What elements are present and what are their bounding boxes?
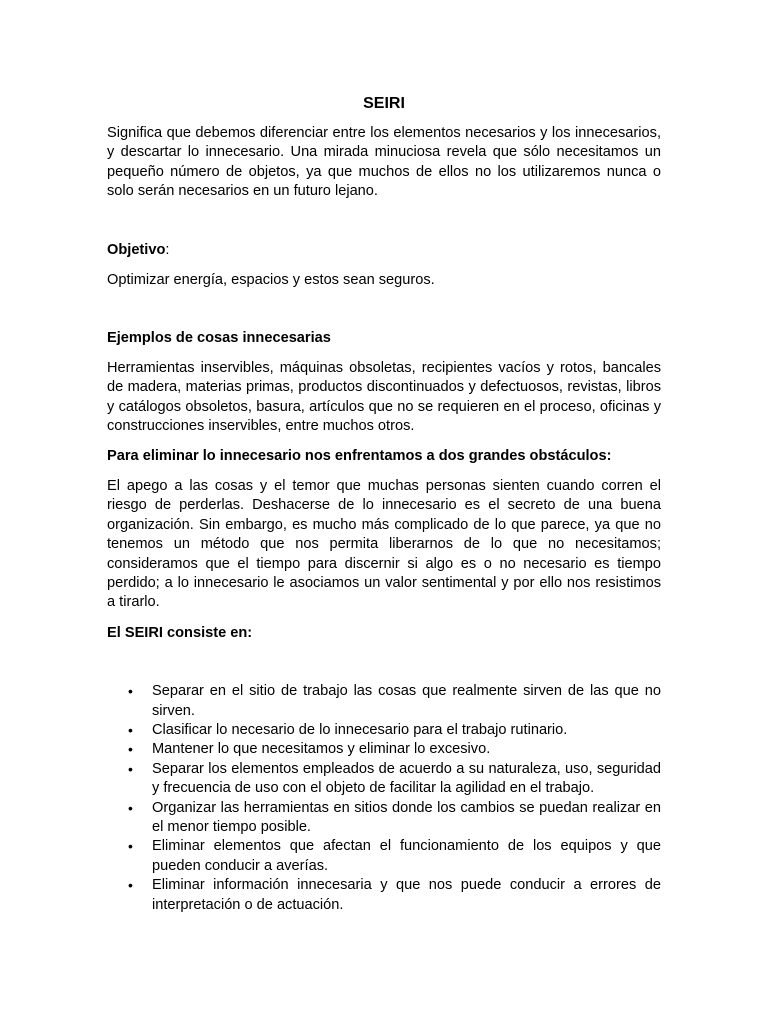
obstacles-paragraph: El apego a las cosas y el temor que muchas personas sienten cuando corren el riesgo de perderlas. Deshacerse de lo innecesario es el secreto de una buena organización. Sin embargo, es mucho más complicado de lo que parece, ya que no tenemos un método que nos permita liberarnos de lo que no necesitamos; consideramos que el tiempo para discernir si algo es o no necesario es tiempo perdido; a lo innecesario le asociamos un valor sentimental y por ello nos resistimos a tirarlo. [107, 477, 661, 611]
spacer [107, 436, 661, 447]
document-title: SEIRI [363, 95, 405, 112]
list-item [107, 837, 661, 876]
bullet-icon: • [128, 760, 133, 777]
spacer [107, 349, 661, 359]
list-item-text: Clasificar lo necesario de lo innecesario para el trabajo rutinario. [152, 721, 568, 738]
bullet-icon: • [128, 799, 133, 816]
list-item-text: Separar en el sitio de trabajo las cosas que realmente sirven de las que no sirven. [152, 683, 661, 719]
list-item [107, 799, 661, 838]
objective-heading-colon: : [165, 241, 170, 258]
obstacles-heading: Para eliminar lo innecesario nos enfrentamos a dos grandes obstáculos: [107, 448, 612, 465]
bullet-icon: • [128, 721, 133, 738]
objective-heading [107, 241, 661, 260]
list-item-text: Mantener lo que necesitamos y eliminar lo excesivo. [152, 741, 491, 758]
examples-heading: Ejemplos de cosas innecesarias [107, 330, 331, 347]
bullet-icon: • [128, 838, 133, 855]
examples-paragraph: Herramientas inservibles, máquinas obsoletas, recipientes vacíos y rotos, bancales de madera, materias primas, productos discontinuados y defectuosos, revistas, libros y catálogos obsoletos, basura, artículos que no se requieren en el proceso, oficinas y construcciones inservibles, entre muchos otros. [107, 359, 661, 435]
spacer [107, 290, 661, 329]
list-item [107, 682, 661, 721]
list-item [107, 876, 661, 915]
bullet-icon: • [128, 877, 133, 894]
list-item [107, 740, 661, 759]
spacer [107, 260, 661, 271]
spacer [107, 613, 661, 624]
consists-heading: El SEIRI consiste en: [107, 624, 253, 641]
list-item-text: Eliminar información innecesaria y que nos puede conducir a errores de interpretación o de actuación. [152, 877, 661, 913]
bullet-icon: • [128, 683, 133, 700]
intro-paragraph: Significa que debemos diferenciar entre los elementos necesarios y los innecesarios, y descartar lo innecesario. Una mirada minuciosa revela que sólo necesitamos un pequeño número de objetos, ya que muchos de ellos no los utilizaremos nunca o solo serán necesarios en un futuro lejano. [107, 125, 661, 200]
list-item [107, 721, 661, 740]
spacer [107, 467, 661, 477]
objective-paragraph: Optimizar energía, espacios y estos sean seguros. [107, 272, 435, 289]
bullet-icon: • [128, 741, 133, 758]
list-item [107, 760, 661, 799]
document-page [107, 94, 661, 915]
list-item-text: Organizar las herramientas en sitios donde los cambios se puedan realizar en el menor tiempo posible. [152, 799, 661, 835]
consists-list [107, 682, 661, 915]
spacer [107, 202, 661, 241]
objective-heading-text: Objetivo [107, 241, 166, 258]
list-item-text: Eliminar elementos que afectan el funcionamiento de los equipos y que pueden conducir a averías. [152, 838, 661, 874]
spacer [107, 643, 661, 682]
list-item-text: Separar los elementos empleados de acuerdo a su naturaleza, uso, seguridad y frecuencia de uso con el objeto de facilitar la agilidad en el trabajo. [152, 760, 661, 797]
